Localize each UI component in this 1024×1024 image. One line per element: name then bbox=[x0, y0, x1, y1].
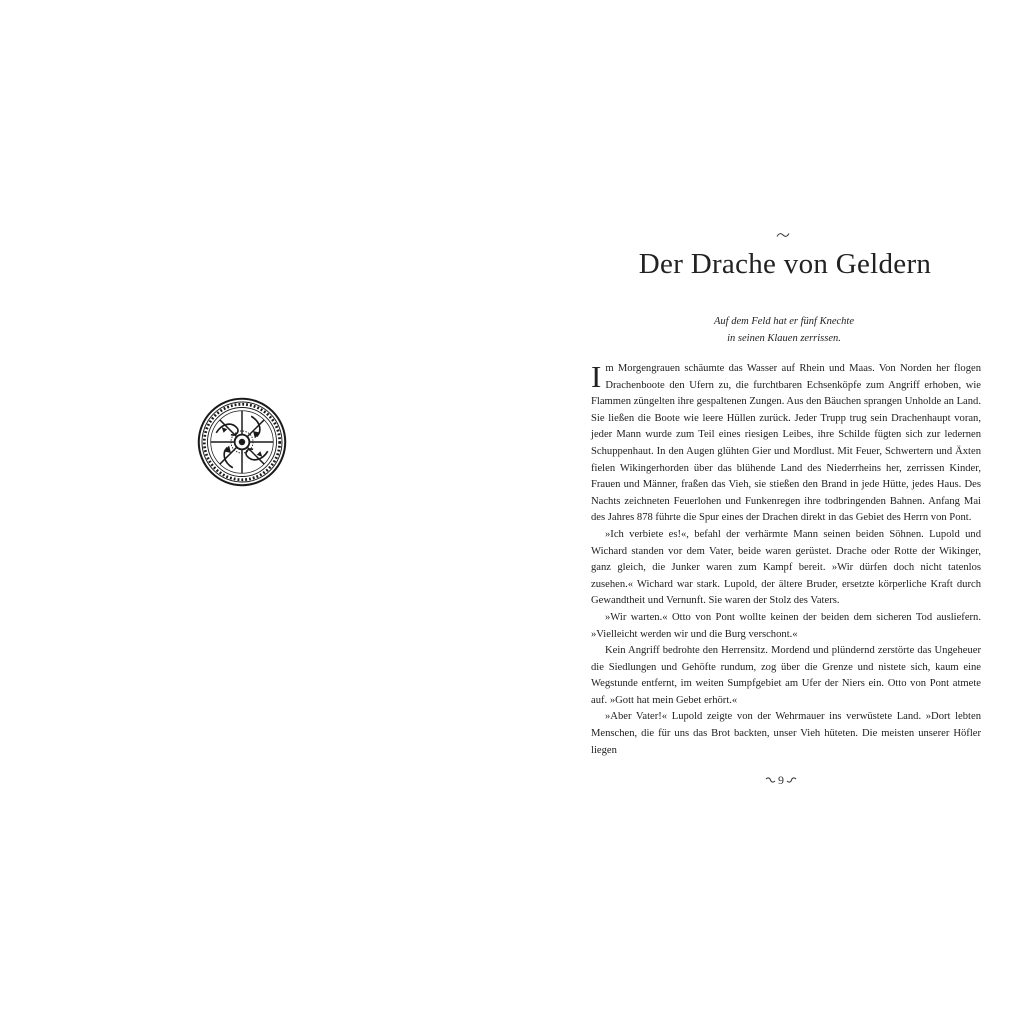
paragraph: »Aber Vater!« Lupold zeigte von der Wehrmauer ins verwüstete Land. »Dort lebten Menschen, die für uns das Brot backten, unser Vieh hüteten. Die meisten unserer Höfler liegen bbox=[591, 711, 981, 756]
paragraph bbox=[591, 361, 981, 527]
epigraph bbox=[642, 313, 926, 347]
page-number bbox=[736, 771, 826, 788]
dragon-medallion-icon bbox=[196, 396, 288, 488]
drop-cap: I bbox=[591, 359, 602, 394]
tilde-ornament-icon bbox=[776, 231, 790, 239]
page-number-value: 9 bbox=[778, 773, 784, 788]
chapter-body bbox=[591, 361, 981, 759]
swash-ornament-icon bbox=[786, 776, 797, 784]
paragraph: »Ich verbiete es!«, befahl der verhärmte Mann seinen beiden Söhnen. Lupold und Wichard standen vor dem Vater, beide waren gerüstet. Drache oder Rotte der Wikinger, ganz gleich, die Junker waren zum Kampf bereit. »Wir dürfen doch nicht tatenlos zusehen.« Wichard war stark. Lupold, der ältere Bruder, ersetzte körperliche Kraft durch Gewandtheit und Vernunft. Sie waren der Stolz des Vaters. bbox=[591, 528, 981, 607]
paragraph: Kein Angriff bedrohte den Herrensitz. Mordend und plündernd zerstörte das Ungeheuer die Siedlungen und Gehöfte rundum, zog über die Grenze und nistete sich, kaum eine Wegstunde entfernt, im weiten Sumpfgebiet am Ufer der Niers ein. Otto von Pont atmete auf. »Gott hat mein Gebet erhört.« bbox=[591, 645, 981, 706]
swash-ornament-icon bbox=[765, 776, 776, 784]
chapter-title: Der Drache von Geldern bbox=[638, 248, 932, 280]
epigraph-line: in seinen Klauen zerrissen. bbox=[727, 333, 841, 344]
right-page bbox=[512, 0, 1024, 1024]
epigraph-line: Auf dem Feld hat er fünf Knechte bbox=[714, 316, 854, 327]
paragraph: »Wir warten.« Otto von Pont wollte keinen der beiden dem sicheren Tod ausliefern. »Vielleicht werden wir und die Burg verschont.« bbox=[591, 611, 981, 640]
paragraph-text: m Morgengrauen schäumte das Wasser auf Rhein und Maas. Von Norden her flogen Drachenboote den Ufern zu, die furchtbaren Echsenköpfe zum Angriff erhoben, wie Flammen züngelten ihre gespaltenen Zungen. Aus den Bäuchen sprangen Unholde an Land. Sie ließen die Boote wie leere Hüllen zurück. Jeder Trupp trug sein Drachenhaupt voran, jeder Mann wurde zum Teil eines riesigen Leibes, ihre Schilde fügten sich zur ledernen Schuppenhaut. In den Augen glühten Gier und Mordlust. Mit Feuer, Schwertern und Äxten fielen Wikingerhorden über das blühende Land des Niederrheins her, zerrissen Kinder, Frauen und Männer, fraßen das Vieh, sie stießen den Brand in jede Hütte, jedes Haus. Des Nachts zeichneten Feuerlohen und Funkenregen ihre todbringenden Bahnen. Anfang Mai des Jahres 878 führte die Spur eines der Drachen direkt in das Gebiet des Herrn von Pont. bbox=[591, 363, 981, 524]
